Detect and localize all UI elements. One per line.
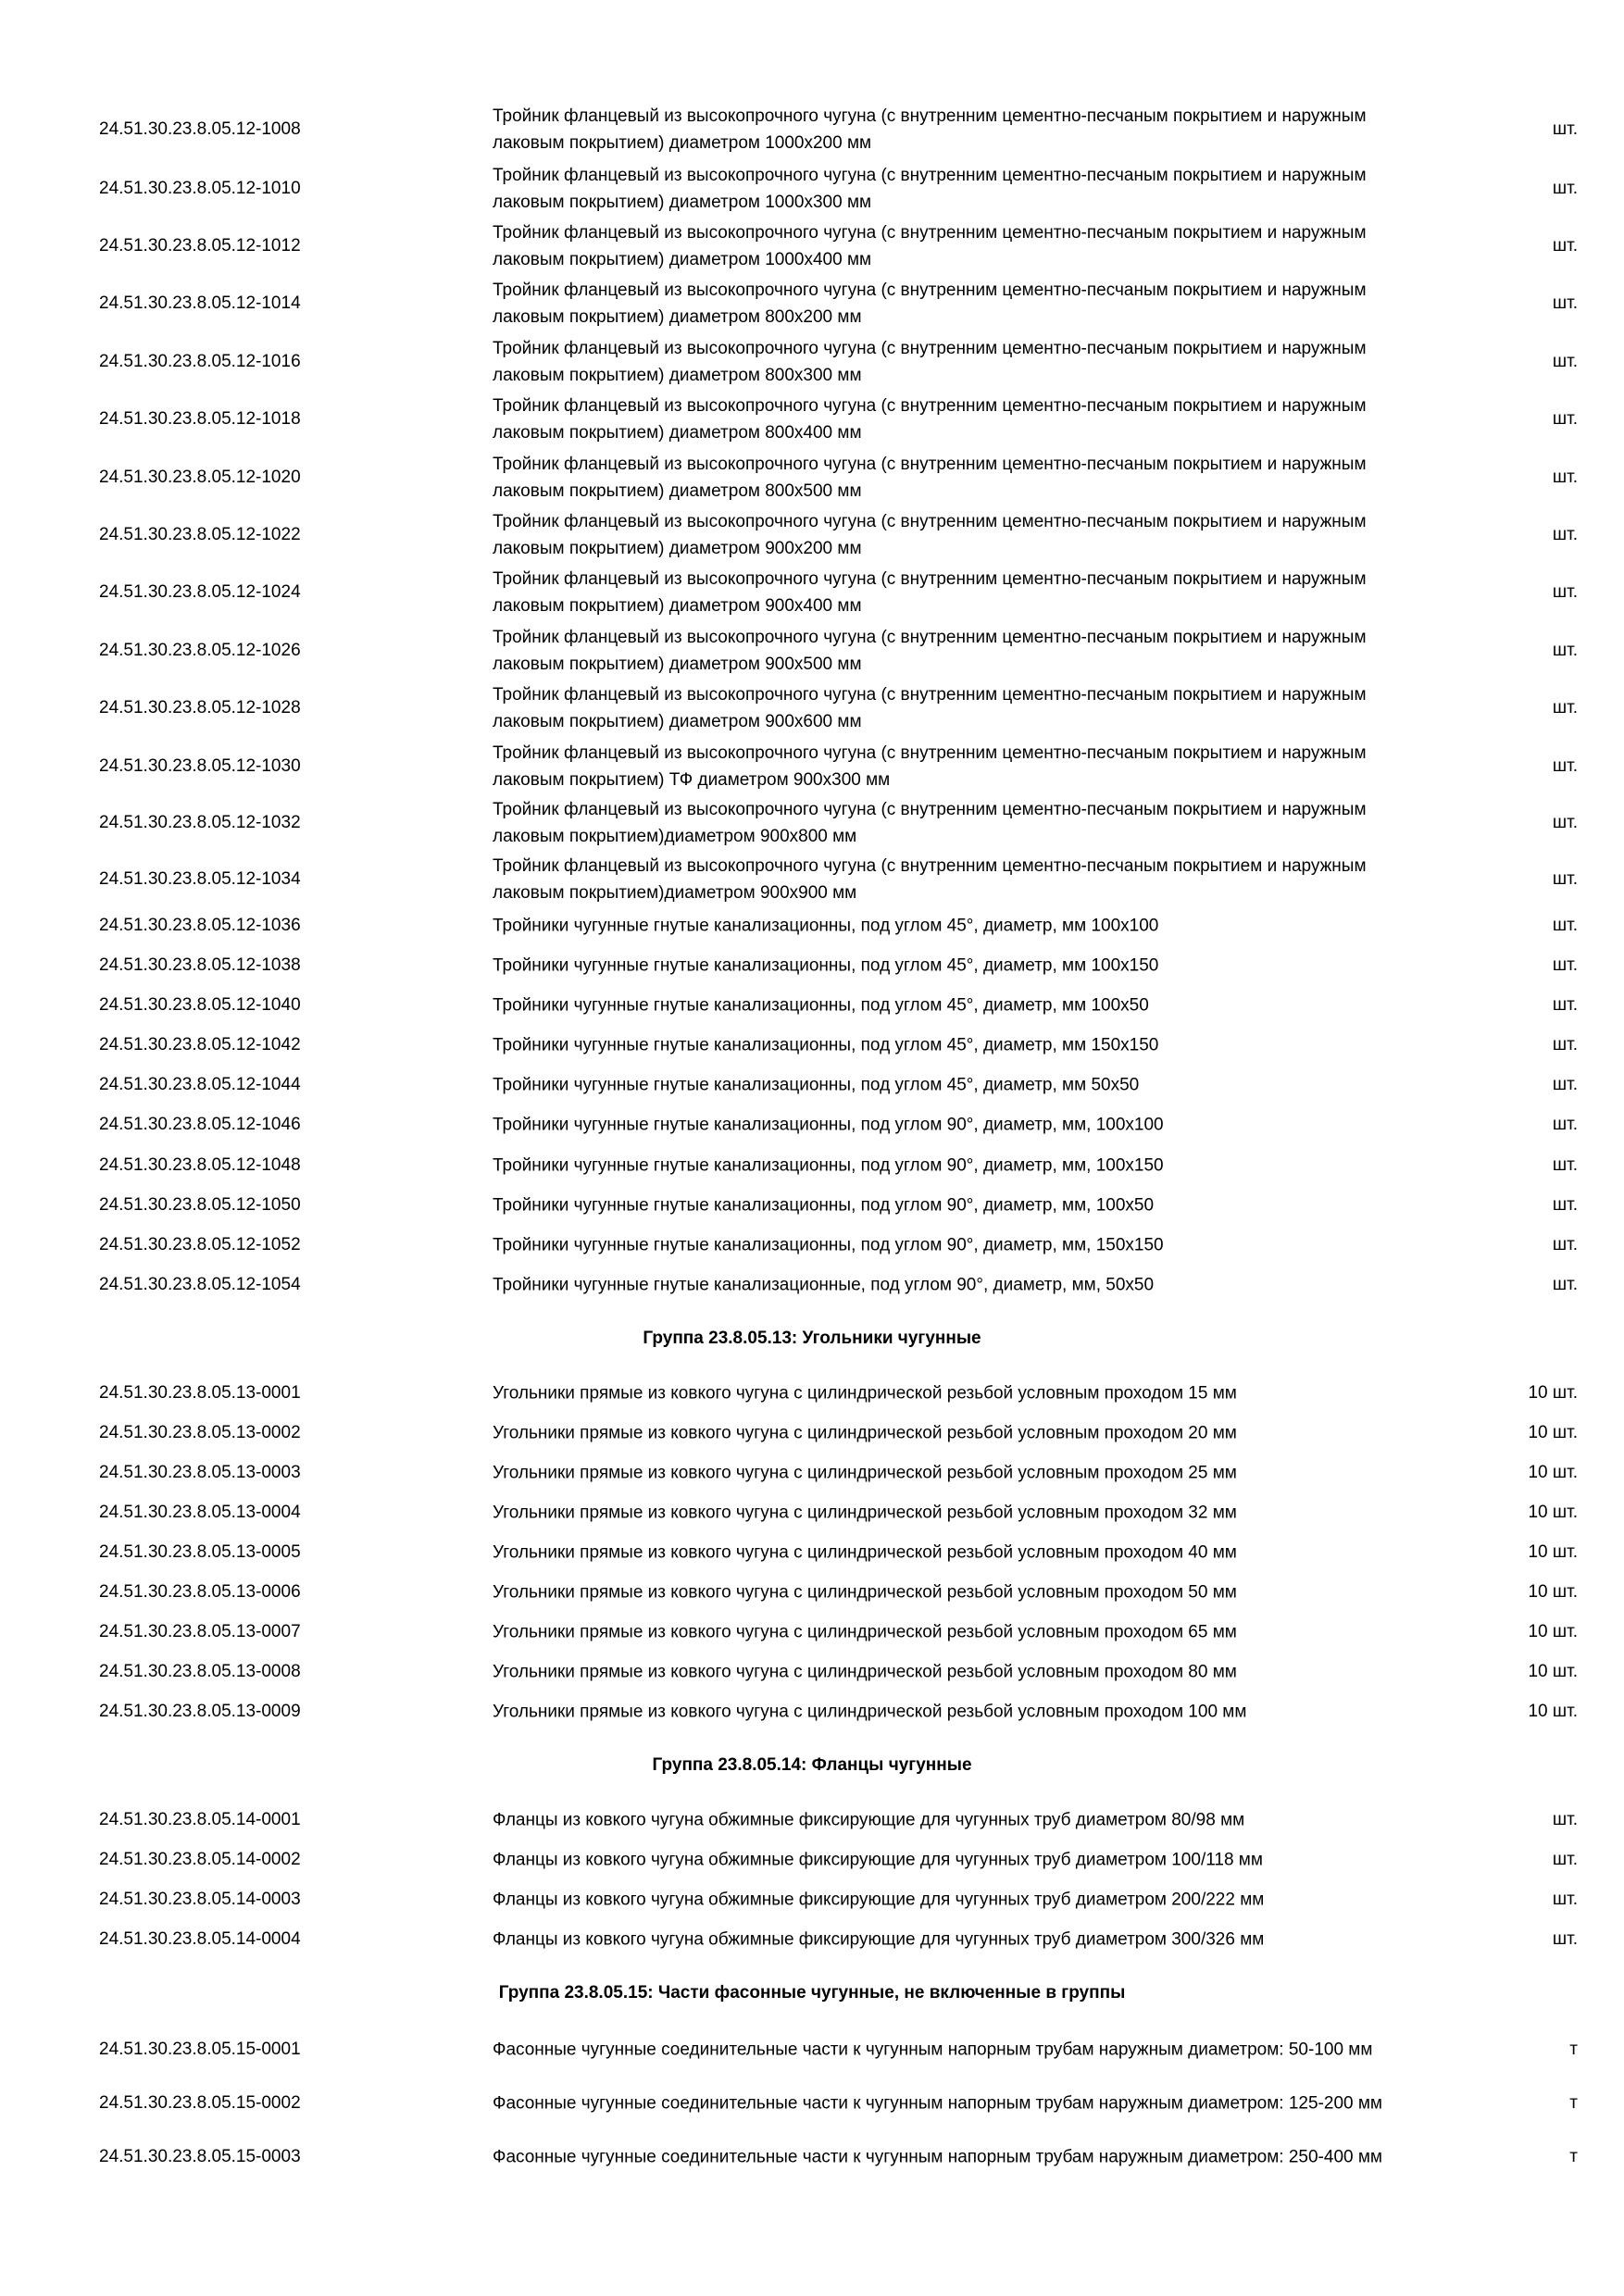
item-unit: 10 шт. (1528, 1622, 1578, 1641)
item-description: Тройник фланцевый из высокопрочного чугуна (с внутренним цементно-песчаным покрытием и наружным лаковым покрытием) диаметром 1000х200 мм (493, 106, 1367, 153)
table-row (0, 2022, 1624, 2078)
item-description: Угольники прямые из ковкого чугуна с цилиндрической резьбой условным проходом 15 мм (493, 1383, 1237, 1404)
table-row (0, 276, 1624, 331)
item-code: 24.51.30.23.8.05.13-0004 (99, 1503, 301, 1522)
item-code: 24.51.30.23.8.05.13-0009 (99, 1702, 301, 1721)
item-unit: шт. (1552, 1035, 1578, 1054)
table-row (0, 1227, 1624, 1264)
item-description: Тройник фланцевый из высокопрочного чугуна (с внутренним цементно-песчаным покрытием и наружным лаковым покрытием) диаметром 900х500 мм (493, 628, 1367, 674)
item-unit: шт. (1552, 179, 1578, 198)
item-unit: шт. (1552, 1195, 1578, 1215)
item-code: 24.51.30.23.8.05.12-1014 (99, 293, 301, 313)
item-description: Фланцы из ковкого чугуна обжимные фиксирующие для чугунных труб диаметром 80/98 мм (493, 1810, 1245, 1830)
table-row (0, 1574, 1624, 1611)
item-description: Фасонные чугунные соединительные части к чугунным напорным трубам наружным диаметром: 50-100 мм (493, 2040, 1373, 2060)
table-row (0, 450, 1624, 505)
table-row (0, 1921, 1624, 1958)
item-description: Тройник фланцевый из высокопрочного чугуна (с внутренним цементно-песчаным покрытием и наружным лаковым покрытием) диаметром 800х200 мм (493, 281, 1367, 327)
item-code: 24.51.30.23.8.05.13-0007 (99, 1622, 301, 1641)
table-row (0, 1267, 1624, 1304)
item-unit: шт. (1552, 1075, 1578, 1094)
item-code: 24.51.30.23.8.05.13-0005 (99, 1542, 301, 1562)
table-row (0, 1147, 1624, 1184)
item-code: 24.51.30.23.8.05.12-1022 (99, 525, 301, 544)
item-unit: шт. (1552, 1810, 1578, 1829)
group-title: Группа 23.8.05.15: Части фасонные чугунные, не включенные в группы (498, 1983, 1126, 2003)
item-code: 24.51.30.23.8.05.12-1046 (99, 1115, 301, 1134)
item-code: 24.51.30.23.8.05.14-0004 (99, 1929, 301, 1949)
item-code: 24.51.30.23.8.05.14-0002 (99, 1850, 301, 1869)
item-code: 24.51.30.23.8.05.12-1040 (99, 995, 301, 1015)
table-row (0, 947, 1624, 984)
item-description: Тройники чугунные гнутые канализационны, под углом 45°, диаметр, мм 100х50 (493, 995, 1149, 1016)
item-unit: шт. (1552, 1890, 1578, 1909)
item-description: Тройник фланцевый из высокопрочного чугуна (с внутренним цементно-песчаным покрытием и наружным лаковым покрытием) диаметром 800х300 мм (493, 339, 1367, 385)
table-row (0, 1802, 1624, 1839)
item-code: 24.51.30.23.8.05.13-0006 (99, 1582, 301, 1602)
item-code: 24.51.30.23.8.05.12-1034 (99, 869, 301, 889)
table-row (0, 507, 1624, 563)
table-row (0, 218, 1624, 274)
item-unit: шт. (1552, 916, 1578, 935)
item-unit: т (1569, 2147, 1578, 2166)
item-description: Тройники чугунные гнутые канализационны, под углом 90°, диаметр, мм, 100х150 (493, 1155, 1164, 1176)
item-description: Фланцы из ковкого чугуна обжимные фиксирующие для чугунных труб диаметром 300/326 мм (493, 1929, 1265, 1950)
item-code: 24.51.30.23.8.05.12-1030 (99, 756, 301, 776)
item-code: 24.51.30.23.8.05.12-1024 (99, 582, 301, 602)
item-unit: 10 шт. (1528, 1463, 1578, 1482)
item-description: Тройники чугунные гнутые канализационные, под углом 90°, диаметр, мм, 50х50 (493, 1275, 1155, 1295)
item-description: Фасонные чугунные соединительные части к чугунным напорным трубам наружным диаметром: 250-400 мм (493, 2147, 1382, 2167)
table-row (0, 1454, 1624, 1491)
table-row (0, 1881, 1624, 1918)
item-code: 24.51.30.23.8.05.12-1048 (99, 1155, 301, 1175)
table-row (0, 1106, 1624, 1143)
table-row (0, 1841, 1624, 1878)
table-row (0, 334, 1624, 390)
item-unit: 10 шт. (1528, 1383, 1578, 1403)
table-row (0, 1027, 1624, 1064)
item-code: 24.51.30.23.8.05.12-1008 (99, 119, 301, 139)
item-unit: шт. (1552, 995, 1578, 1015)
item-unit: шт. (1552, 1155, 1578, 1175)
item-code: 24.51.30.23.8.05.12-1028 (99, 698, 301, 718)
table-row (0, 680, 1624, 736)
item-unit: шт. (1552, 641, 1578, 660)
table-row (0, 2129, 1624, 2185)
item-description: Тройники чугунные гнутые канализационны, под углом 45°, диаметр, мм 100х150 (493, 955, 1159, 976)
item-description: Тройник фланцевый из высокопрочного чугуна (с внутренним цементно-песчаным покрытием и наружным лаковым покрытием) диаметром 900х200 мм (493, 512, 1367, 558)
item-description: Угольники прямые из ковкого чугуна с цилиндрической резьбой условным проходом 80 мм (493, 1662, 1237, 1682)
item-description: Тройник фланцевый из высокопрочного чугуна (с внутренним цементно-песчаным покрытием и наружным лаковым покрытием) диаметром 800х500 мм (493, 455, 1367, 501)
item-code: 24.51.30.23.8.05.12-1010 (99, 179, 301, 198)
table-row (0, 1693, 1624, 1730)
item-unit: шт. (1552, 1850, 1578, 1869)
group-title: Группа 23.8.05.13: Угольники чугунные (643, 1329, 981, 1348)
item-description: Тройники чугунные гнутые канализационны, под углом 45°, диаметр, мм 50х50 (493, 1075, 1140, 1095)
item-code: 24.51.30.23.8.05.12-1012 (99, 236, 301, 256)
item-unit: шт. (1552, 756, 1578, 776)
item-unit: 10 шт. (1528, 1423, 1578, 1442)
table-row (0, 987, 1624, 1024)
group-title: Группа 23.8.05.14: Фланцы чугунные (652, 1755, 972, 1775)
item-code: 24.51.30.23.8.05.12-1054 (99, 1275, 301, 1294)
item-unit: шт. (1552, 409, 1578, 429)
item-code: 24.51.30.23.8.05.14-0003 (99, 1890, 301, 1909)
item-description: Тройник фланцевый из высокопрочного чугуна (с внутренним цементно-песчаным покрытием и наружным лаковым покрытием) диаметром 1000х400 мм (493, 223, 1367, 269)
item-code: 24.51.30.23.8.05.14-0001 (99, 1810, 301, 1829)
item-unit: шт. (1552, 1275, 1578, 1294)
item-unit: шт. (1552, 582, 1578, 602)
item-code: 24.51.30.23.8.05.12-1042 (99, 1035, 301, 1054)
item-unit: шт. (1552, 813, 1578, 832)
table-row (0, 1187, 1624, 1224)
item-code: 24.51.30.23.8.05.12-1052 (99, 1235, 301, 1254)
item-description: Тройники чугунные гнутые канализационны, под углом 45°, диаметр, мм 100х100 (493, 916, 1159, 936)
table-row (0, 392, 1624, 447)
table-row (0, 852, 1624, 907)
item-description: Тройник фланцевый из высокопрочного чугуна (с внутренним цементно-песчаным покрытием и наружным лаковым покрытием) диаметром 900х400 мм (493, 569, 1367, 616)
item-description: Тройники чугунные гнутые канализационны, под углом 45°, диаметр, мм 150х150 (493, 1035, 1159, 1055)
table-row (0, 1415, 1624, 1452)
table-row (0, 623, 1624, 679)
table-row (0, 1534, 1624, 1571)
item-unit: шт. (1552, 698, 1578, 718)
item-unit: шт. (1552, 1929, 1578, 1949)
table-row (0, 2076, 1624, 2131)
item-description: Угольники прямые из ковкого чугуна с цилиндрической резьбой условным проходом 100 мм (493, 1702, 1247, 1722)
item-unit: 10 шт. (1528, 1582, 1578, 1602)
item-code: 24.51.30.23.8.05.13-0002 (99, 1423, 301, 1442)
item-description: Тройники чугунные гнутые канализационны, под углом 90°, диаметр, мм, 100х100 (493, 1115, 1164, 1135)
item-description: Тройники чугунные гнутые канализационны, под углом 90°, диаметр, мм, 100х50 (493, 1195, 1155, 1216)
item-code: 24.51.30.23.8.05.12-1050 (99, 1195, 301, 1215)
item-code: 24.51.30.23.8.05.12-1038 (99, 955, 301, 975)
item-description: Тройник фланцевый из высокопрочного чугуна (с внутренним цементно-песчаным покрытием и наружным лаковым покрытием) диаметром 1000х300 мм (493, 166, 1367, 212)
item-description: Тройник фланцевый из высокопрочного чугуна (с внутренним цементно-песчаным покрытием и наружным лаковым покрытием)диаметром 900х800 мм (493, 800, 1367, 846)
table-row (0, 1067, 1624, 1104)
item-unit: т (1569, 2040, 1578, 2059)
item-unit: шт. (1552, 468, 1578, 487)
item-description: Угольники прямые из ковкого чугуна с цилиндрической резьбой условным проходом 25 мм (493, 1463, 1237, 1483)
item-code: 24.51.30.23.8.05.13-0001 (99, 1383, 301, 1403)
item-description: Тройник фланцевый из высокопрочного чугуна (с внутренним цементно-песчаным покрытием и наружным лаковым покрытием)диаметром 900х900 мм (493, 856, 1367, 903)
item-unit: шт. (1552, 119, 1578, 139)
table-row (0, 1653, 1624, 1691)
item-description: Тройник фланцевый из высокопрочного чугуна (с внутренним цементно-песчаным покрытием и наружным лаковым покрытием) ТФ диаметром 900х300 мм (493, 743, 1367, 790)
table-row (0, 739, 1624, 794)
table-row (0, 161, 1624, 217)
table-row (0, 102, 1624, 157)
item-code: 24.51.30.23.8.05.12-1032 (99, 813, 301, 832)
item-unit: шт. (1552, 1115, 1578, 1134)
item-description: Тройник фланцевый из высокопрочного чугуна (с внутренним цементно-песчаным покрытием и наружным лаковым покрытием) диаметром 900х600 мм (493, 685, 1367, 731)
item-code: 24.51.30.23.8.05.15-0001 (99, 2040, 301, 2059)
item-description: Угольники прямые из ковкого чугуна с цилиндрической резьбой условным проходом 40 мм (493, 1542, 1237, 1563)
item-unit: шт. (1552, 352, 1578, 371)
item-unit: шт. (1552, 236, 1578, 256)
item-unit: 10 шт. (1528, 1702, 1578, 1721)
item-description: Тройник фланцевый из высокопрочного чугуна (с внутренним цементно-песчаным покрытием и наружным лаковым покрытием) диаметром 800х400 мм (493, 396, 1367, 443)
table-row (0, 565, 1624, 620)
item-unit: т (1569, 2093, 1578, 2113)
item-description: Угольники прямые из ковкого чугуна с цилиндрической резьбой условным проходом 20 мм (493, 1423, 1237, 1443)
item-code: 24.51.30.23.8.05.13-0003 (99, 1463, 301, 1482)
item-description: Фланцы из ковкого чугуна обжимные фиксирующие для чугунных труб диаметром 100/118 мм (493, 1850, 1263, 1870)
item-code: 24.51.30.23.8.05.12-1020 (99, 468, 301, 487)
item-description: Фасонные чугунные соединительные части к чугунным напорным трубам наружным диаметром: 125-200 мм (493, 2093, 1382, 2114)
item-code: 24.51.30.23.8.05.12-1036 (99, 916, 301, 935)
item-unit: 10 шт. (1528, 1662, 1578, 1681)
table-row (0, 1375, 1624, 1412)
item-description: Угольники прямые из ковкого чугуна с цилиндрической резьбой условным проходом 50 мм (493, 1582, 1237, 1603)
item-unit: шт. (1552, 293, 1578, 313)
item-description: Угольники прямые из ковкого чугуна с цилиндрической резьбой условным проходом 32 мм (493, 1503, 1237, 1523)
item-unit: 10 шт. (1528, 1503, 1578, 1522)
item-unit: шт. (1552, 525, 1578, 544)
item-unit: шт. (1552, 955, 1578, 975)
item-description: Угольники прямые из ковкого чугуна с цилиндрической резьбой условным проходом 65 мм (493, 1622, 1237, 1642)
item-unit: 10 шт. (1528, 1542, 1578, 1562)
table-row (0, 1614, 1624, 1651)
item-code: 24.51.30.23.8.05.13-0008 (99, 1662, 301, 1681)
item-code: 24.51.30.23.8.05.12-1018 (99, 409, 301, 429)
item-code: 24.51.30.23.8.05.12-1044 (99, 1075, 301, 1094)
item-unit: шт. (1552, 869, 1578, 889)
item-code: 24.51.30.23.8.05.12-1026 (99, 641, 301, 660)
item-code: 24.51.30.23.8.05.15-0002 (99, 2093, 301, 2113)
table-row (0, 1494, 1624, 1531)
item-unit: шт. (1552, 1235, 1578, 1254)
item-code: 24.51.30.23.8.05.15-0003 (99, 2147, 301, 2166)
table-row (0, 795, 1624, 851)
item-description: Фланцы из ковкого чугуна обжимные фиксирующие для чугунных труб диаметром 200/222 мм (493, 1890, 1265, 1910)
item-description: Тройники чугунные гнутые канализационны, под углом 90°, диаметр, мм, 150х150 (493, 1235, 1164, 1255)
table-row (0, 907, 1624, 944)
item-code: 24.51.30.23.8.05.12-1016 (99, 352, 301, 371)
